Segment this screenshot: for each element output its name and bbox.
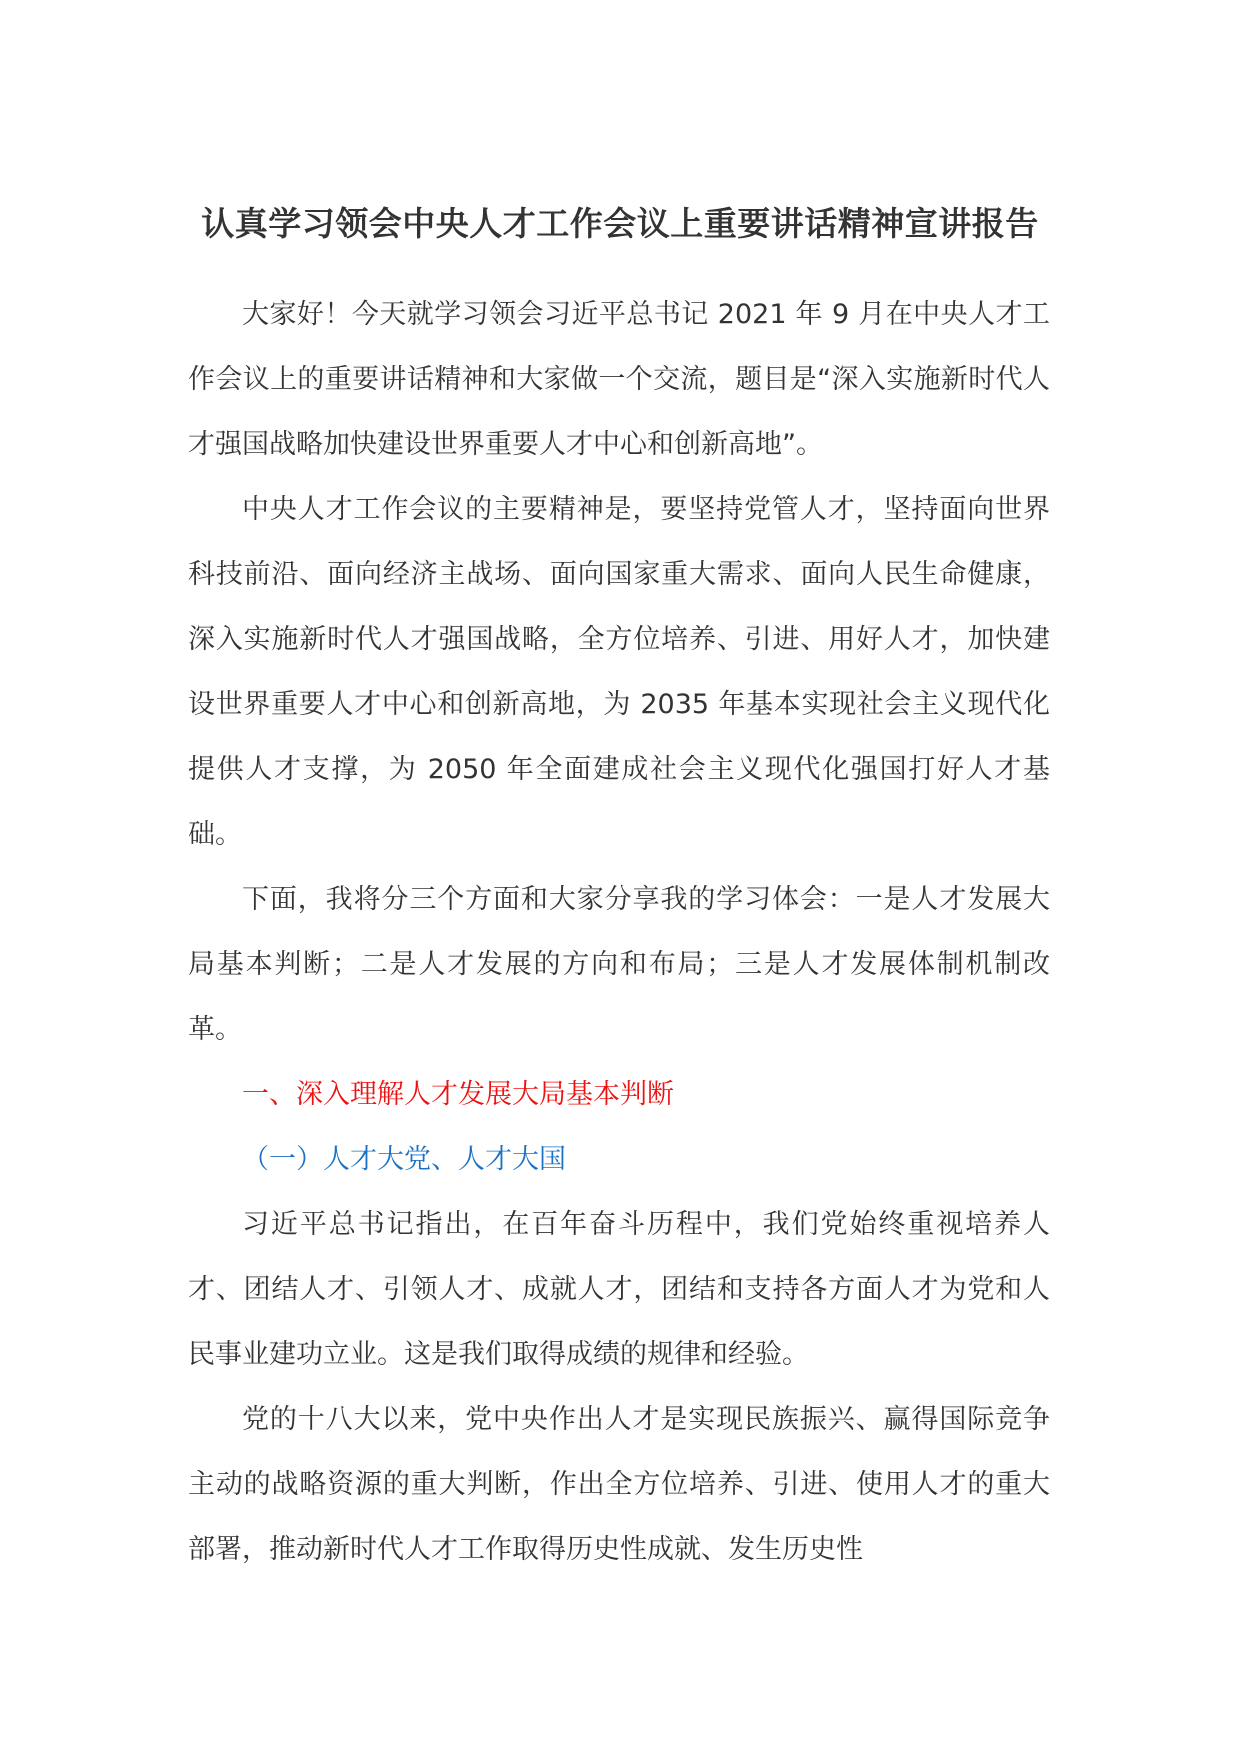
document-body [188,282,1050,1582]
subsection-heading: （一）人才大党、人才大国 [242,1144,566,1175]
paragraph-main-spirit: 中央人才工作会议的主要精神是，要坚持党管人才，坚持面向世界科技前沿、面向经济主战场、面向国家重大需求、面向人民生命健康，深入实施新时代人才强国战略，全方位培养、引进、用好人才，加快建设世界重要人才中心和创新高地，为 2035 年基本实现社会主义现代化提供人才支撑，为 2050 年全面建成社会主义现代化强国打好人才基础。 [188,494,1050,850]
paragraph-eighteenth-congress: 党的十八大以来，党中央作出人才是实现民族振兴、赢得国际竞争主动的战略资源的重大判断，作出全方位培养、引进、使用人才的重大部署，推动新时代人才工作取得历史性成就、发生历史性 [188,1404,1050,1565]
section-heading: 一、深入理解人才发展大局基本判断 [242,1079,674,1110]
paragraph-greeting: 大家好！今天就学习领会习近平总书记 2021 年 9 月在中央人才工作会议上的重要讲话精神和大家做一个交流，题目是“深入实施新时代人才强国战略加快建设世界重要人才中心和创新高地”。 [188,299,1050,460]
paragraph-party-talent: 习近平总书记指出，在百年奋斗历程中，我们党始终重视培养人才、团结人才、引领人才、成就人才，团结和支持各方面人才为党和人民事业建功立业。这是我们取得成绩的规律和经验。 [188,1209,1050,1370]
document-title: 认真学习领会中央人才工作会议上重要讲话精神宣讲报告 [201,204,1039,243]
paragraph-outline: 下面，我将分三个方面和大家分享我的学习体会：一是人才发展大局基本判断；二是人才发展的方向和布局；三是人才发展体制机制改革。 [188,884,1050,1045]
